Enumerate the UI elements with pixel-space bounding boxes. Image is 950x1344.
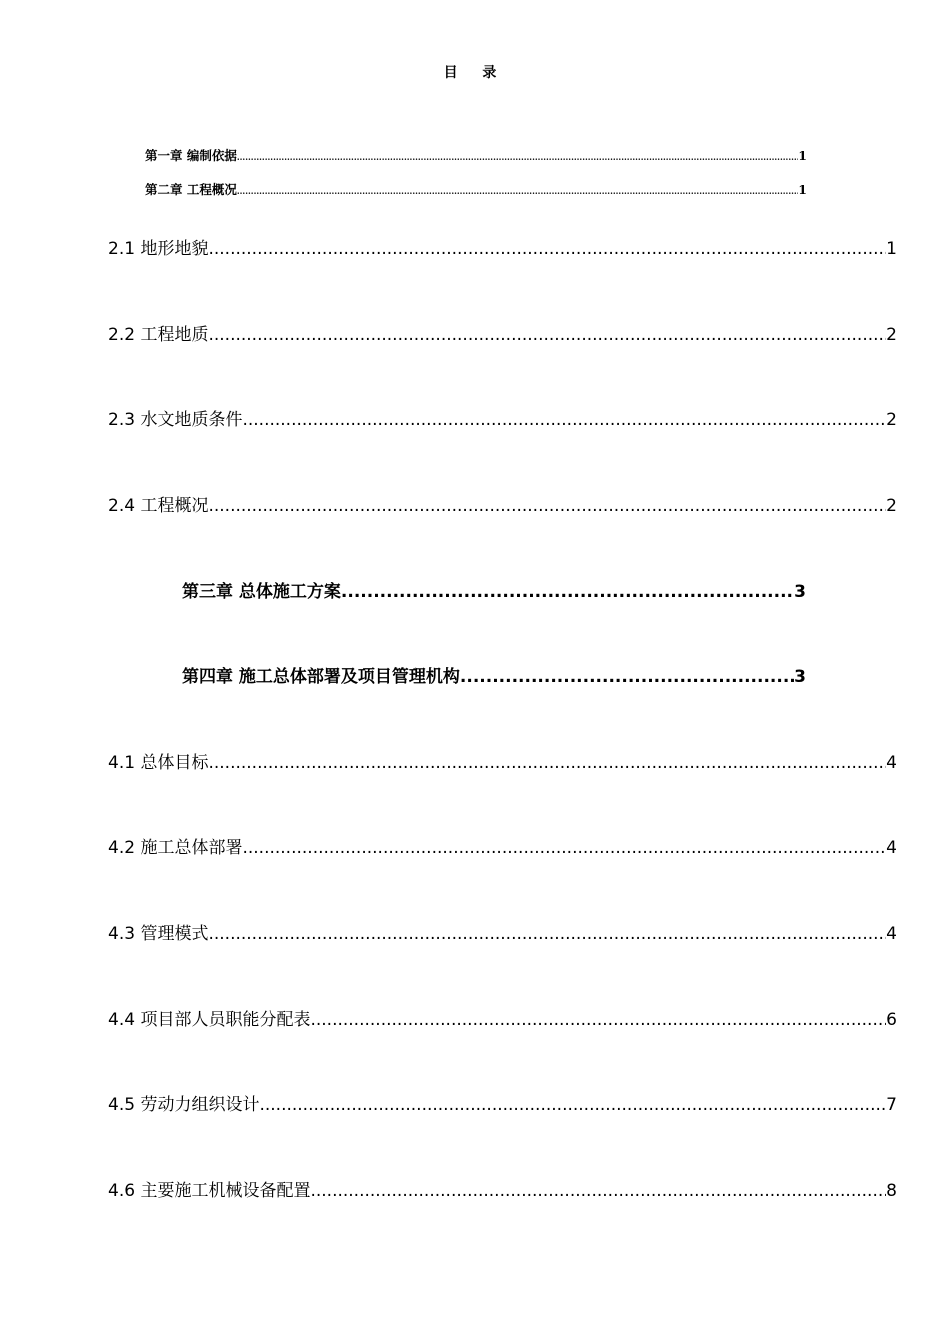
toc-entry-label: 4.4 项目部人员职能分配表 bbox=[108, 1010, 311, 1030]
toc-entry-page: 6 bbox=[886, 1010, 897, 1030]
toc-entry-page: 1 bbox=[886, 239, 897, 259]
toc-leader-dots bbox=[310, 1181, 886, 1201]
toc-entry-chapter-3[interactable] bbox=[182, 577, 806, 605]
toc-entry-label: 2.1 地形地貌 bbox=[108, 239, 209, 259]
toc-entry-4-1[interactable] bbox=[108, 748, 897, 776]
toc-entry-page: 4 bbox=[886, 838, 897, 858]
toc-leader-dots bbox=[237, 152, 798, 162]
toc-entry-page: 3 bbox=[794, 667, 806, 687]
toc-entry-page: 7 bbox=[886, 1095, 897, 1115]
toc-entry-2-4[interactable] bbox=[108, 491, 897, 519]
toc-entry-chapter-1[interactable] bbox=[145, 146, 807, 166]
toc-entry-label: 4.6 主要施工机械设备配置 bbox=[108, 1181, 311, 1201]
toc-entry-page: 1 bbox=[798, 182, 807, 197]
toc-leader-dots bbox=[259, 1095, 886, 1115]
toc-leader-dots bbox=[208, 753, 886, 773]
toc-entry-label: 第四章 施工总体部署及项目管理机构 bbox=[182, 667, 460, 687]
toc-entry-page: 2 bbox=[886, 410, 897, 430]
toc-leader-dots bbox=[242, 410, 886, 430]
toc-entry-label: 第二章 工程概况 bbox=[145, 182, 237, 197]
toc-leader-dots bbox=[208, 924, 886, 944]
toc-entry-2-2[interactable] bbox=[108, 320, 897, 348]
toc-entry-4-5[interactable] bbox=[108, 1090, 897, 1118]
toc-entry-label: 2.3 水文地质条件 bbox=[108, 410, 243, 430]
page-title: 目 录 bbox=[443, 65, 507, 81]
toc-leader-dots bbox=[341, 582, 794, 602]
toc-entry-label: 4.1 总体目标 bbox=[108, 753, 209, 773]
toc-entry-4-6[interactable] bbox=[108, 1176, 897, 1204]
toc-entry-label: 第一章 编制依据 bbox=[145, 148, 237, 163]
toc-entry-4-2[interactable] bbox=[108, 833, 897, 861]
toc-leader-dots bbox=[208, 239, 886, 259]
toc-entry-page: 2 bbox=[886, 496, 897, 516]
toc-entry-label: 2.2 工程地质 bbox=[108, 325, 209, 345]
toc-entry-chapter-4[interactable] bbox=[182, 662, 806, 690]
toc-entry-4-3[interactable] bbox=[108, 919, 897, 947]
toc-leader-dots bbox=[242, 838, 886, 858]
toc-entry-2-1[interactable] bbox=[108, 234, 897, 262]
toc-leader-dots bbox=[208, 325, 886, 345]
toc-entry-page: 2 bbox=[886, 325, 897, 345]
toc-leader-dots bbox=[237, 186, 798, 196]
toc-entry-page: 4 bbox=[886, 753, 897, 773]
toc-entry-label: 4.5 劳动力组织设计 bbox=[108, 1095, 260, 1115]
toc-leader-dots bbox=[208, 496, 886, 516]
toc-entry-label: 4.2 施工总体部署 bbox=[108, 838, 243, 858]
toc-entry-label: 2.4 工程概况 bbox=[108, 496, 209, 516]
toc-entry-label: 4.3 管理模式 bbox=[108, 924, 209, 944]
toc-entry-page: 3 bbox=[794, 582, 806, 602]
toc-leader-dots bbox=[310, 1010, 886, 1030]
toc-entry-page: 4 bbox=[886, 924, 897, 944]
toc-entry-chapter-2[interactable] bbox=[145, 180, 807, 200]
toc-entry-page: 8 bbox=[886, 1181, 897, 1201]
toc-entry-label: 第三章 总体施工方案 bbox=[182, 582, 341, 602]
toc-entry-4-4[interactable] bbox=[108, 1005, 897, 1033]
toc-entry-2-3[interactable] bbox=[108, 405, 897, 433]
toc-entry-page: 1 bbox=[798, 148, 807, 163]
toc-leader-dots bbox=[460, 667, 794, 687]
